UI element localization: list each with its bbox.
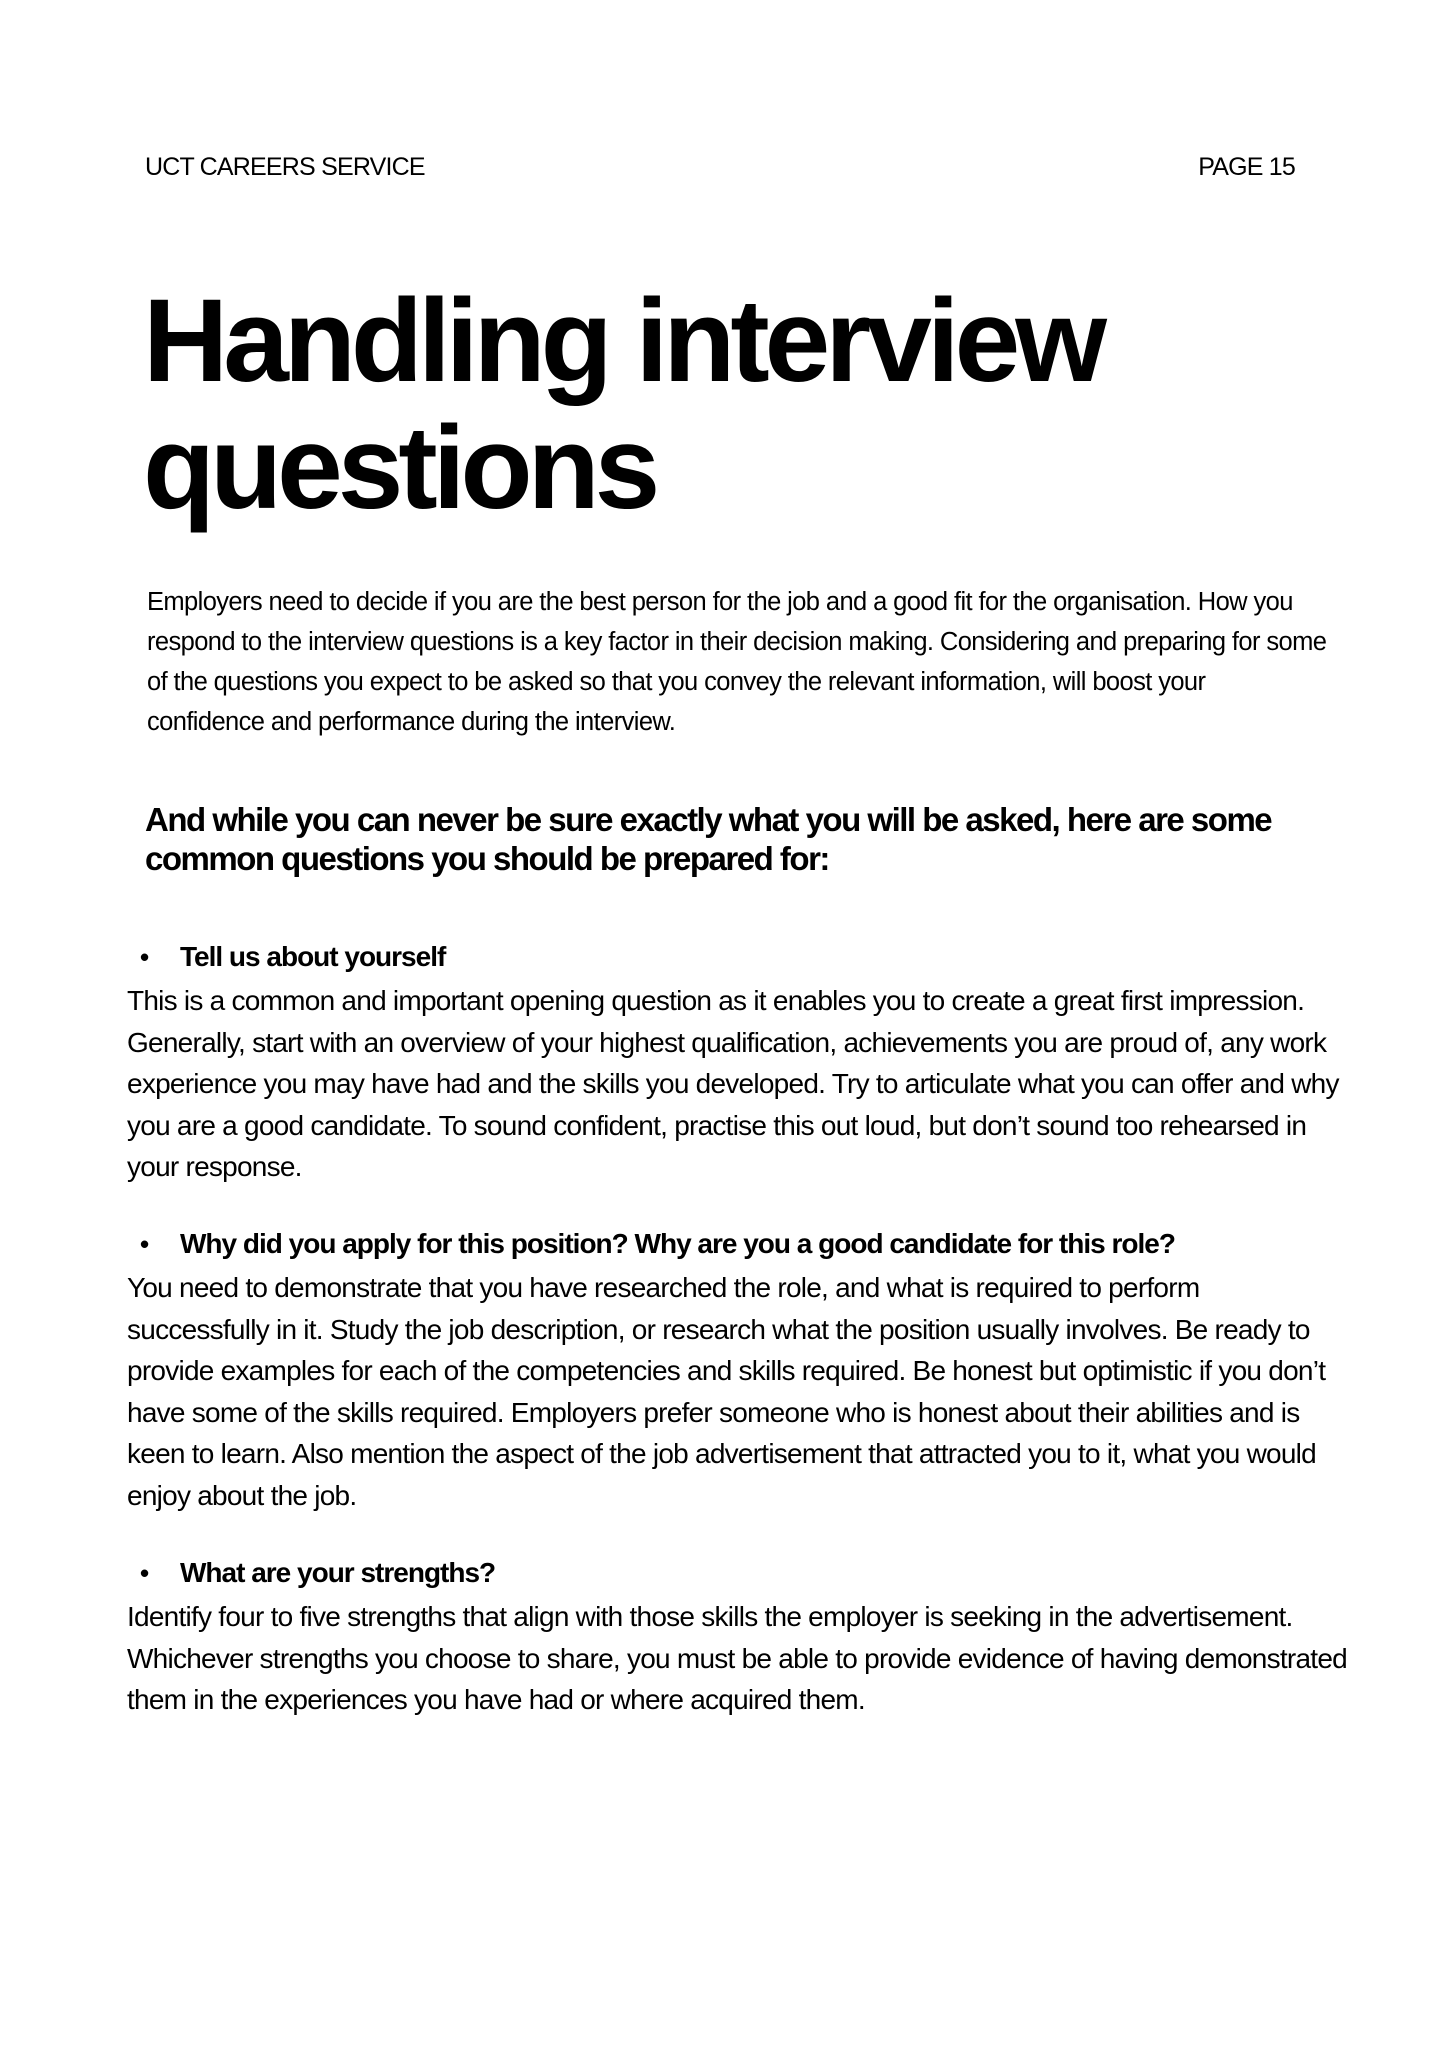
page-title: Handling interview questions bbox=[143, 275, 1103, 534]
question-heading-row bbox=[140, 936, 1347, 978]
question-heading-row bbox=[140, 1552, 1347, 1594]
question-section bbox=[127, 1552, 1347, 1721]
question-section bbox=[127, 1223, 1347, 1516]
question-answer: This is a common and important opening question as it enables you to create a great first impression. Generally, start with an overview of your highest qualification, achievements you are proud of, any work experience you may have had and the skills you developed. Try to articulate what you can offer and why you are a good candidate. To sound confident, practise this out loud, but don’t sound too rehearsed in your response. bbox=[127, 985, 1339, 1182]
question-heading: Tell us about yourself bbox=[180, 941, 446, 972]
question-heading-row bbox=[140, 1223, 1347, 1265]
question-section bbox=[127, 936, 1347, 1188]
question-heading: Why did you apply for this position? Why are you a good candidate for this role? bbox=[180, 1228, 1175, 1259]
lead-paragraph: And while you can never be sure exactly what you will be asked, here are some common questions you should be prepared for: bbox=[145, 801, 1272, 877]
header-organisation: UCT CAREERS SERVICE bbox=[145, 153, 425, 181]
question-answer: You need to demonstrate that you have researched the role, and what is required to perform successfully in it. Study the job description, or research what the position usually involves. Be ready to provide examples for each of the competencies and skills required. Be honest but optimistic if you don’t have some of the skills required. Employers prefer someone who is honest about their abilities and is keen to learn. Also mention the aspect of the job advertisement that attracted you to it, what you would enjoy about the job. bbox=[127, 1272, 1326, 1511]
question-answer: Identify four to five strengths that align with those skills the employer is seeking in the advertisement. Whichever strengths you choose to share, you must be able to provide evidence of having demonstrated them in the experiences you have had or where acquired them. bbox=[127, 1601, 1347, 1715]
bullet-icon: • bbox=[140, 1229, 149, 1259]
bullet-icon: • bbox=[140, 942, 149, 972]
bullet-icon: • bbox=[140, 1558, 149, 1588]
page-number: PAGE 15 bbox=[1198, 153, 1295, 181]
intro-paragraph: Employers need to decide if you are the best person for the job and a good fit for the organisation. How you respond to the interview questions is a key factor in their decision making. Considering and preparing for some of the questions you expect to be asked so that you convey the relevant information, will boost your confidence and performance during the interview. bbox=[147, 588, 1327, 736]
question-heading: What are your strengths? bbox=[180, 1557, 496, 1588]
